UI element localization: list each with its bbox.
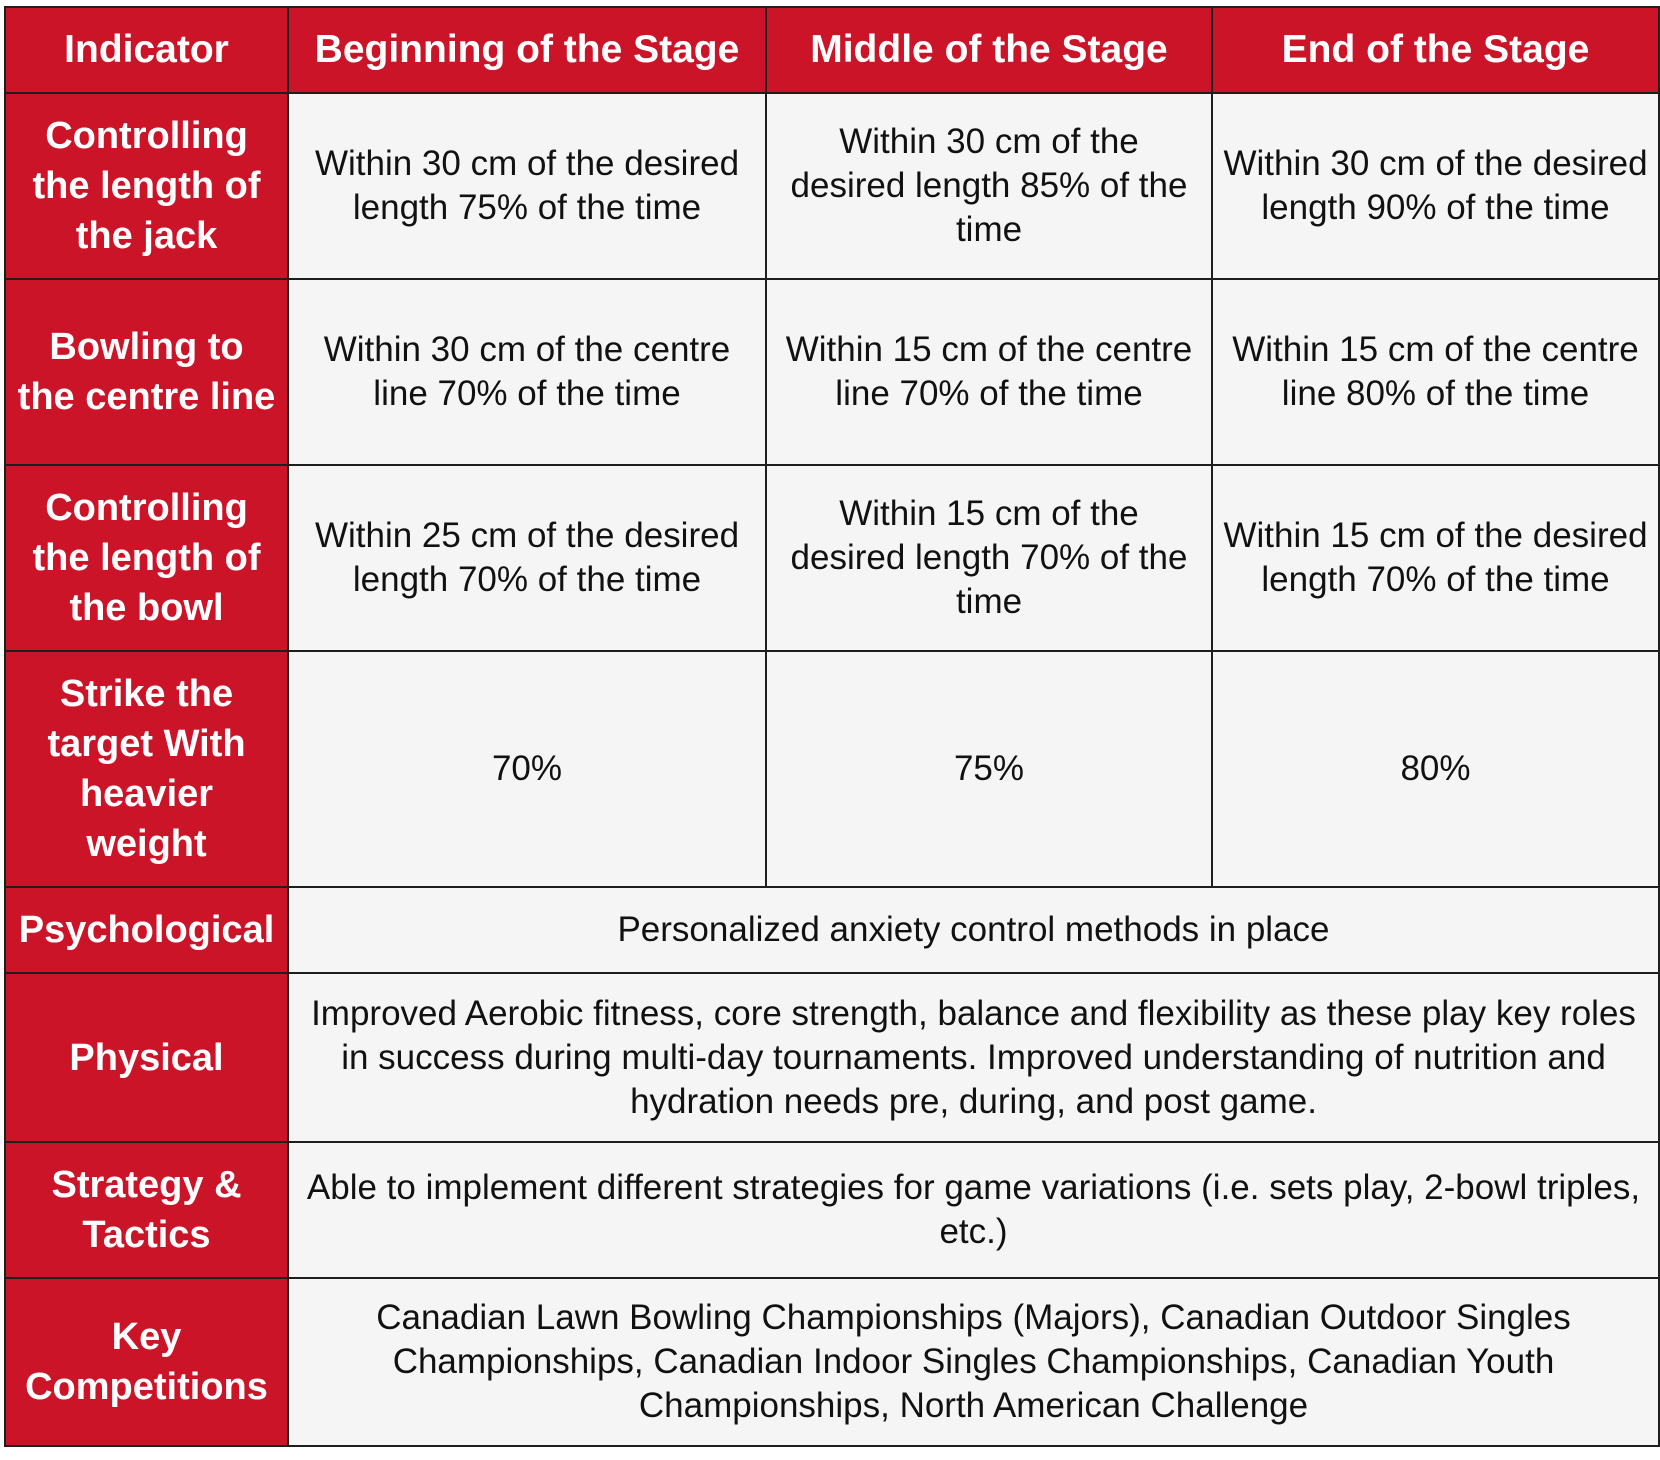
row-indicator: Key Competitions	[5, 1278, 288, 1446]
stage-indicators-table-container	[4, 6, 1658, 1447]
cell-middle: Within 15 cm of the centre line 70% of the time	[766, 279, 1212, 465]
cell-spanning: Canadian Lawn Bowling Championships (Majors), Canadian Outdoor Singles Championships, Canadian Indoor Singles Championships, Canadian Youth Championships, North American Challenge	[288, 1278, 1659, 1446]
cell-spanning: Able to implement different strategies for game variations (i.e. sets play, 2-bowl triples, etc.)	[288, 1142, 1659, 1278]
cell-beginning: Within 30 cm of the centre line 70% of the time	[288, 279, 766, 465]
header-indicator: Indicator	[5, 7, 288, 93]
header-beginning: Beginning of the Stage	[288, 7, 766, 93]
table-row-psychological	[5, 887, 1659, 973]
cell-end: Within 15 cm of the centre line 80% of the time	[1212, 279, 1659, 465]
table-row	[5, 279, 1659, 465]
cell-middle: 75%	[766, 651, 1212, 887]
header-row	[5, 7, 1659, 93]
row-indicator: Strike the target With heavier weight	[5, 651, 288, 887]
cell-beginning: Within 30 cm of the desired length 75% of the time	[288, 93, 766, 279]
cell-middle: Within 30 cm of the desired length 85% of the time	[766, 93, 1212, 279]
table-row-physical	[5, 973, 1659, 1142]
row-indicator: Physical	[5, 973, 288, 1142]
cell-spanning: Improved Aerobic fitness, core strength, balance and flexibility as these play key roles in success during multi-day tournaments. Improved understanding of nutrition and hydration needs pre, during, and post game.	[288, 973, 1659, 1142]
cell-end: Within 30 cm of the desired length 90% of the time	[1212, 93, 1659, 279]
table-row	[5, 651, 1659, 887]
header-end: End of the Stage	[1212, 7, 1659, 93]
cell-end: Within 15 cm of the desired length 70% of the time	[1212, 465, 1659, 651]
table-row	[5, 93, 1659, 279]
row-indicator: Controlling the length of the bowl	[5, 465, 288, 651]
table-row	[5, 465, 1659, 651]
stage-indicators-table	[4, 6, 1660, 1447]
row-indicator: Strategy & Tactics	[5, 1142, 288, 1278]
table-row-competitions	[5, 1278, 1659, 1446]
header-middle: Middle of the Stage	[766, 7, 1212, 93]
cell-end: 80%	[1212, 651, 1659, 887]
row-indicator: Bowling to the centre line	[5, 279, 288, 465]
cell-beginning: Within 25 cm of the desired length 70% of the time	[288, 465, 766, 651]
row-indicator: Psychological	[5, 887, 288, 973]
row-indicator: Controlling the length of the jack	[5, 93, 288, 279]
cell-middle: Within 15 cm of the desired length 70% of the time	[766, 465, 1212, 651]
cell-spanning: Personalized anxiety control methods in place	[288, 887, 1659, 973]
cell-beginning: 70%	[288, 651, 766, 887]
table-row-strategy	[5, 1142, 1659, 1278]
